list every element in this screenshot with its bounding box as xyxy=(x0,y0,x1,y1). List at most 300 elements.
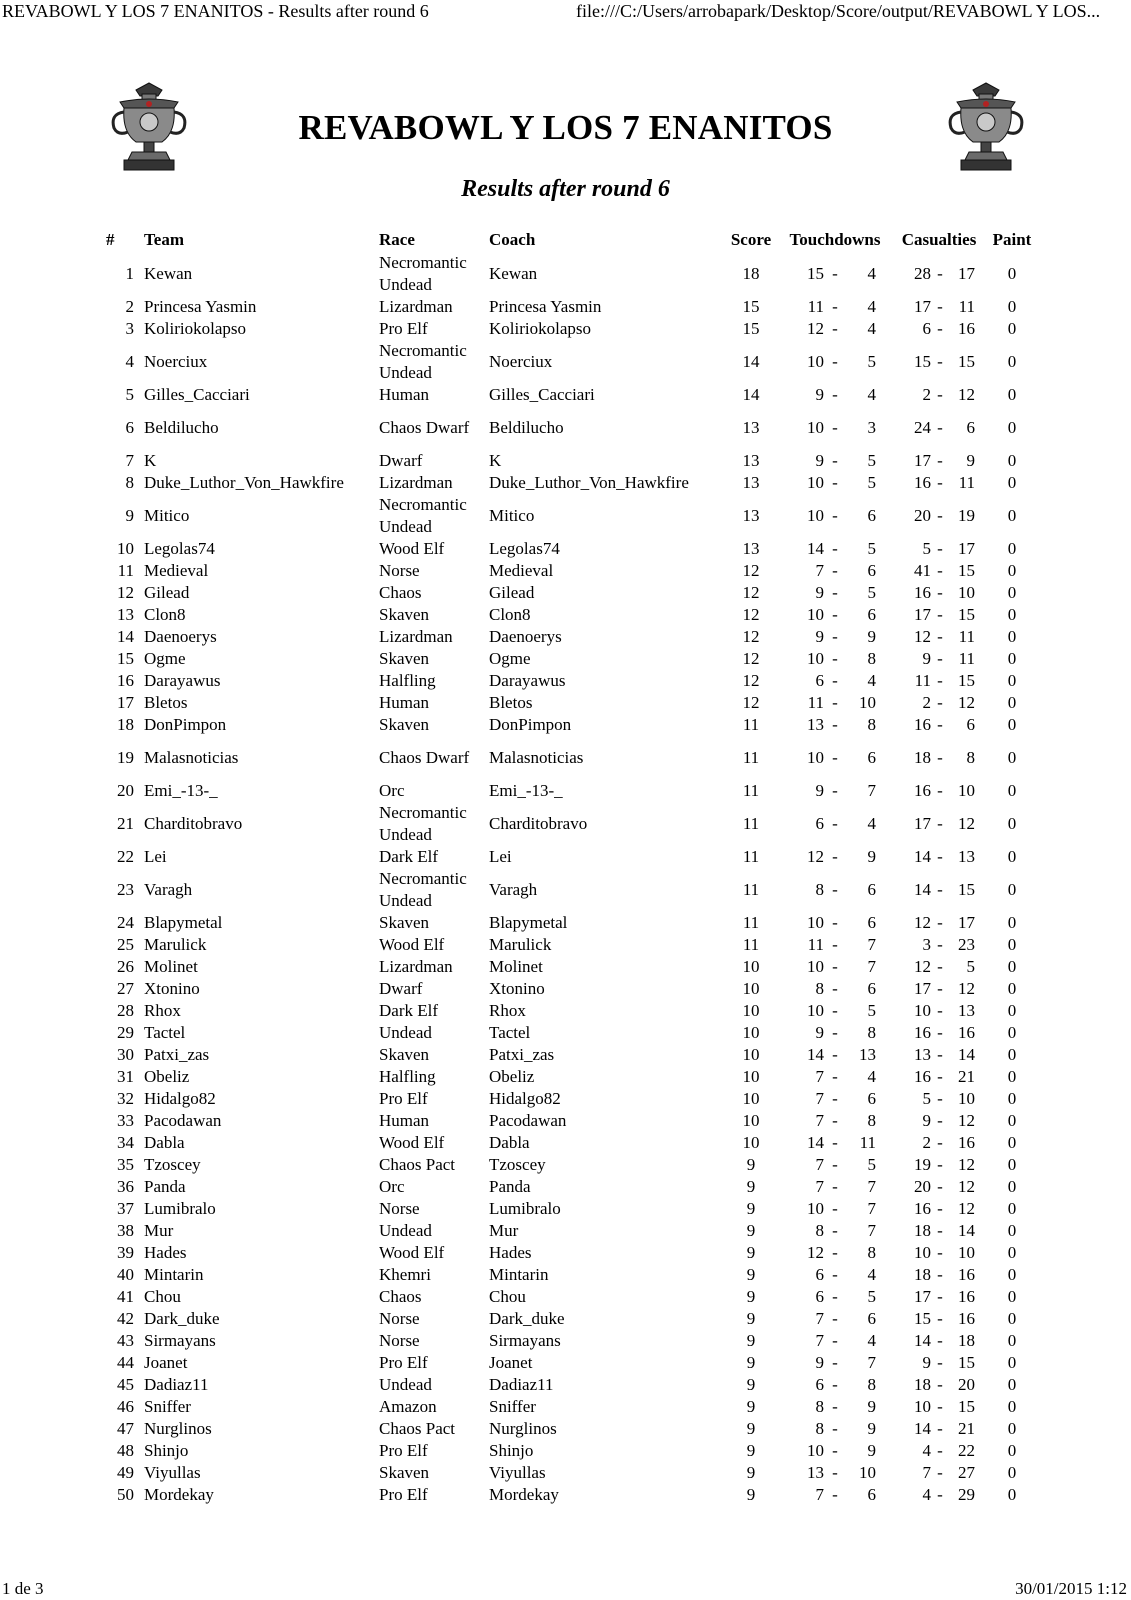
separator: - xyxy=(937,473,943,492)
coach-cell: Varagh xyxy=(489,880,538,899)
score-cell: 13 xyxy=(742,451,760,470)
rank-cell: 23 xyxy=(117,880,134,899)
separator: - xyxy=(937,781,943,800)
separator: - xyxy=(937,847,943,866)
touchdowns-cell-against: 10 xyxy=(859,1463,876,1482)
casualties-cell xyxy=(889,714,989,736)
touchdowns-cell-pair xyxy=(794,626,876,648)
table-row xyxy=(106,1154,1035,1176)
race-cell: Dark Elf xyxy=(379,847,439,866)
separator: - xyxy=(937,1397,943,1416)
touchdowns-cell-against: 5 xyxy=(867,473,876,492)
race-cell: Khemri xyxy=(379,1265,431,1284)
table-row xyxy=(106,978,1035,1000)
casualties-cell-against: 6 xyxy=(966,715,975,734)
casualties-cell-for: 15 xyxy=(914,1309,931,1328)
table-row xyxy=(106,406,1035,450)
race-cell: Dark Elf xyxy=(379,1001,439,1020)
touchdowns-cell-against: 6 xyxy=(867,561,876,580)
separator: - xyxy=(832,451,838,470)
casualties-cell-for: 7 xyxy=(922,1463,931,1482)
separator: - xyxy=(937,979,943,998)
team-cell: Gilead xyxy=(144,583,190,602)
touchdowns-cell-pair xyxy=(794,1330,876,1352)
paint-cell: 0 xyxy=(1007,715,1017,734)
team-cell: Dabla xyxy=(144,1133,185,1152)
score-cell: 12 xyxy=(742,561,760,580)
coach-cell: Sirmayans xyxy=(489,1331,561,1350)
casualties-cell-for: 9 xyxy=(922,1353,931,1372)
paint-cell: 0 xyxy=(1007,473,1017,492)
casualties-cell xyxy=(889,736,989,780)
column-header-coach: Coach xyxy=(489,230,536,249)
coach-cell: Noerciux xyxy=(489,352,553,371)
casualties-cell-pair xyxy=(903,846,975,868)
touchdowns-cell xyxy=(781,406,889,450)
touchdowns-cell-for: 8 xyxy=(815,1419,824,1438)
paint-cell: 0 xyxy=(1007,957,1017,976)
touchdowns-cell-against: 13 xyxy=(859,1045,876,1064)
rank-cell: 1 xyxy=(125,264,134,283)
touchdowns-cell-pair xyxy=(794,505,876,527)
race-cell: Dwarf xyxy=(379,451,423,470)
rank-cell: 24 xyxy=(117,913,134,932)
separator: - xyxy=(832,781,838,800)
coach-cell: Molinet xyxy=(489,957,543,976)
touchdowns-cell xyxy=(781,318,889,340)
touchdowns-cell xyxy=(781,1220,889,1242)
touchdowns-cell-against: 8 xyxy=(867,1375,876,1394)
casualties-cell-pair xyxy=(903,560,975,582)
rank-cell: 8 xyxy=(125,473,134,492)
table-row xyxy=(106,1242,1035,1264)
separator: - xyxy=(832,385,838,404)
casualties-cell-pair xyxy=(903,956,975,978)
touchdowns-cell-pair xyxy=(794,1440,876,1462)
rank-cell: 11 xyxy=(117,561,134,580)
team-cell: Princesa Yasmin xyxy=(144,297,257,316)
score-cell: 10 xyxy=(742,957,760,976)
casualties-cell-against: 11 xyxy=(958,473,975,492)
touchdowns-cell-pair xyxy=(794,1022,876,1044)
separator: - xyxy=(937,605,943,624)
race-cell: Necromantic Undead xyxy=(379,495,467,536)
team-cell: Charditobravo xyxy=(144,814,243,833)
table-row xyxy=(106,252,1035,296)
casualties-cell-against: 11 xyxy=(958,649,975,668)
casualties-cell-for: 12 xyxy=(914,957,931,976)
touchdowns-cell-pair xyxy=(794,1352,876,1374)
casualties-cell-against: 21 xyxy=(958,1419,975,1438)
rank-cell: 35 xyxy=(117,1155,134,1174)
touchdowns-cell xyxy=(781,626,889,648)
coach-cell: Xtonino xyxy=(489,979,545,998)
race-cell: Halfling xyxy=(379,671,436,690)
rank-cell: 17 xyxy=(117,693,134,712)
casualties-cell-against: 23 xyxy=(958,935,975,954)
casualties-cell-against: 16 xyxy=(958,1287,975,1306)
rank-cell: 36 xyxy=(117,1177,134,1196)
separator: - xyxy=(937,451,943,470)
separator: - xyxy=(832,1375,838,1394)
casualties-cell-against: 29 xyxy=(958,1485,975,1504)
team-cell: Noerciux xyxy=(144,352,208,371)
score-cell: 10 xyxy=(742,1045,760,1064)
touchdowns-cell xyxy=(781,978,889,1000)
team-cell: Darayawus xyxy=(144,671,221,690)
score-cell: 13 xyxy=(742,473,760,492)
rank-cell: 2 xyxy=(125,297,134,316)
touchdowns-cell-for: 7 xyxy=(815,1485,824,1504)
score-cell: 10 xyxy=(742,1111,760,1130)
touchdowns-cell-against: 8 xyxy=(867,1243,876,1262)
casualties-cell-pair xyxy=(903,670,975,692)
separator: - xyxy=(832,264,838,283)
touchdowns-cell-against: 9 xyxy=(867,1397,876,1416)
paint-cell: 0 xyxy=(1007,451,1017,470)
paint-cell: 0 xyxy=(1007,1463,1017,1482)
score-cell: 9 xyxy=(746,1199,756,1218)
casualties-cell-against: 10 xyxy=(958,1243,975,1262)
casualties-cell-for: 18 xyxy=(914,1375,931,1394)
touchdowns-cell-for: 6 xyxy=(815,1265,824,1284)
casualties-cell-for: 18 xyxy=(914,1221,931,1240)
score-cell: 9 xyxy=(746,1221,756,1240)
touchdowns-cell-pair xyxy=(794,1066,876,1088)
race-cell: Lizardman xyxy=(379,627,453,646)
coach-cell: Panda xyxy=(489,1177,531,1196)
separator: - xyxy=(832,913,838,932)
touchdowns-cell xyxy=(781,1110,889,1132)
casualties-cell-pair xyxy=(903,1132,975,1154)
casualties-cell-against: 10 xyxy=(958,781,975,800)
rank-cell: 43 xyxy=(117,1331,134,1350)
touchdowns-cell-against: 7 xyxy=(867,1177,876,1196)
separator: - xyxy=(937,319,943,338)
team-cell: Panda xyxy=(144,1177,186,1196)
race-cell: Skaven xyxy=(379,1463,430,1482)
casualties-cell-for: 4 xyxy=(922,1485,931,1504)
touchdowns-cell-pair xyxy=(794,747,876,769)
race-cell: Human xyxy=(379,385,430,404)
paint-cell: 0 xyxy=(1007,1485,1017,1504)
team-cell: Hades xyxy=(144,1243,187,1262)
race-cell: Wood Elf xyxy=(379,1243,445,1262)
rank-cell: 14 xyxy=(117,627,134,646)
touchdowns-cell-pair xyxy=(794,934,876,956)
casualties-cell-against: 15 xyxy=(958,561,975,580)
casualties-cell-pair xyxy=(903,813,975,835)
touchdowns-cell-against: 4 xyxy=(867,297,876,316)
casualties-cell-for: 19 xyxy=(914,1155,931,1174)
table-row xyxy=(106,1000,1035,1022)
team-cell: Sirmayans xyxy=(144,1331,216,1350)
race-cell: Wood Elf xyxy=(379,1133,445,1152)
team-cell: Mur xyxy=(144,1221,174,1240)
separator: - xyxy=(937,1419,943,1438)
paint-cell: 0 xyxy=(1007,385,1017,404)
casualties-cell xyxy=(889,1110,989,1132)
touchdowns-cell-for: 10 xyxy=(807,1199,824,1218)
separator: - xyxy=(832,748,838,767)
rank-cell: 22 xyxy=(117,847,134,866)
touchdowns-cell-for: 10 xyxy=(807,748,824,767)
table-row xyxy=(106,472,1035,494)
paint-cell: 0 xyxy=(1007,1177,1017,1196)
touchdowns-cell-for: 7 xyxy=(815,1111,824,1130)
team-cell: Dadiaz11 xyxy=(144,1375,209,1394)
coach-cell: Blapymetal xyxy=(489,913,568,932)
casualties-cell-for: 24 xyxy=(914,418,931,437)
touchdowns-cell-pair xyxy=(794,1462,876,1484)
separator: - xyxy=(937,583,943,602)
separator: - xyxy=(832,473,838,492)
page-title: REVABOWL Y LOS 7 ENANITOS xyxy=(298,108,833,147)
rank-cell: 6 xyxy=(125,418,134,437)
paint-cell: 0 xyxy=(1007,1067,1017,1086)
score-cell: 11 xyxy=(742,748,760,767)
table-row xyxy=(106,494,1035,538)
casualties-cell xyxy=(889,1440,989,1462)
casualties-cell-pair xyxy=(903,1308,975,1330)
paint-cell: 0 xyxy=(1007,297,1017,316)
casualties-cell xyxy=(889,912,989,934)
score-cell: 11 xyxy=(742,715,760,734)
casualties-cell-pair xyxy=(903,1176,975,1198)
score-cell: 9 xyxy=(746,1375,756,1394)
casualties-cell-for: 17 xyxy=(914,814,931,833)
coach-cell: Chou xyxy=(489,1287,526,1306)
casualties-cell-pair xyxy=(903,780,975,802)
casualties-cell-against: 11 xyxy=(958,627,975,646)
touchdowns-cell-for: 9 xyxy=(815,385,824,404)
rank-cell: 50 xyxy=(117,1485,134,1504)
casualties-cell-against: 19 xyxy=(958,506,975,525)
touchdowns-cell-against: 5 xyxy=(867,451,876,470)
touchdowns-cell xyxy=(781,1418,889,1440)
touchdowns-cell-against: 8 xyxy=(867,649,876,668)
touchdowns-cell-for: 8 xyxy=(815,1397,824,1416)
coach-cell: Mintarin xyxy=(489,1265,549,1284)
rank-cell: 3 xyxy=(125,319,134,338)
team-cell: Marulick xyxy=(144,935,207,954)
score-cell: 10 xyxy=(742,1133,760,1152)
separator: - xyxy=(937,1177,943,1196)
table-row xyxy=(106,1440,1035,1462)
coach-cell: Princesa Yasmin xyxy=(489,297,602,316)
rank-cell: 26 xyxy=(117,957,134,976)
casualties-cell-pair xyxy=(903,538,975,560)
rank-cell: 28 xyxy=(117,1001,134,1020)
casualties-cell-against: 9 xyxy=(966,451,975,470)
casualties-cell xyxy=(889,1000,989,1022)
touchdowns-cell-against: 8 xyxy=(867,1111,876,1130)
touchdowns-cell-against: 6 xyxy=(867,605,876,624)
casualties-cell-for: 2 xyxy=(922,1133,931,1152)
touchdowns-cell-for: 10 xyxy=(807,506,824,525)
team-cell: Chou xyxy=(144,1287,181,1306)
column-header-touchdowns: Touchdowns xyxy=(789,230,881,249)
casualties-cell xyxy=(889,318,989,340)
casualties-cell-pair xyxy=(903,1396,975,1418)
separator: - xyxy=(832,605,838,624)
separator: - xyxy=(937,1287,943,1306)
separator: - xyxy=(937,385,943,404)
casualties-cell xyxy=(889,1242,989,1264)
touchdowns-cell xyxy=(781,296,889,318)
separator: - xyxy=(937,627,943,646)
casualties-cell-against: 21 xyxy=(958,1067,975,1086)
casualties-cell xyxy=(889,846,989,868)
touchdowns-cell-pair xyxy=(794,670,876,692)
separator: - xyxy=(832,1067,838,1086)
casualties-cell-against: 10 xyxy=(958,1089,975,1108)
casualties-cell-against: 17 xyxy=(958,539,975,558)
touchdowns-cell-pair xyxy=(794,296,876,318)
separator: - xyxy=(832,814,838,833)
touchdowns-cell-against: 3 xyxy=(867,418,876,437)
casualties-cell-pair xyxy=(903,263,975,285)
table-row xyxy=(106,450,1035,472)
paint-cell: 0 xyxy=(1007,1199,1017,1218)
casualties-cell-for: 2 xyxy=(922,385,931,404)
casualties-cell-pair xyxy=(903,648,975,670)
score-cell: 9 xyxy=(746,1419,756,1438)
casualties-cell xyxy=(889,472,989,494)
touchdowns-cell-against: 5 xyxy=(867,1155,876,1174)
rank-cell: 42 xyxy=(117,1309,134,1328)
score-cell: 10 xyxy=(742,1001,760,1020)
casualties-cell-for: 17 xyxy=(914,605,931,624)
paint-cell: 0 xyxy=(1007,880,1017,899)
touchdowns-cell-for: 10 xyxy=(807,605,824,624)
team-cell: Obeliz xyxy=(144,1067,190,1086)
touchdowns-cell-for: 7 xyxy=(815,1331,824,1350)
paint-cell: 0 xyxy=(1007,913,1017,932)
results-table xyxy=(106,228,1035,1506)
touchdowns-cell-pair xyxy=(794,604,876,626)
casualties-cell-pair xyxy=(903,417,975,439)
touchdowns-cell-for: 10 xyxy=(807,649,824,668)
casualties-cell-pair xyxy=(903,1088,975,1110)
paint-cell: 0 xyxy=(1007,319,1017,338)
race-cell: Necromantic Undead xyxy=(379,253,467,294)
touchdowns-cell-against: 4 xyxy=(867,1067,876,1086)
rank-cell: 15 xyxy=(117,649,134,668)
score-cell: 9 xyxy=(746,1463,756,1482)
paint-cell: 0 xyxy=(1007,1243,1017,1262)
separator: - xyxy=(832,847,838,866)
separator: - xyxy=(832,1155,838,1174)
score-cell: 14 xyxy=(742,385,760,404)
paint-cell: 0 xyxy=(1007,1353,1017,1372)
results-rows xyxy=(106,252,1035,1506)
touchdowns-cell xyxy=(781,582,889,604)
casualties-cell xyxy=(889,384,989,406)
touchdowns-cell-pair xyxy=(794,538,876,560)
team-cell: Malasnoticias xyxy=(144,748,239,767)
table-row xyxy=(106,1264,1035,1286)
casualties-cell-for: 3 xyxy=(922,935,931,954)
casualties-cell xyxy=(889,582,989,604)
casualties-cell xyxy=(889,252,989,296)
separator: - xyxy=(832,418,838,437)
casualties-cell xyxy=(889,538,989,560)
casualties-cell xyxy=(889,296,989,318)
score-cell: 12 xyxy=(742,671,760,690)
casualties-cell xyxy=(889,956,989,978)
race-cell: Pro Elf xyxy=(379,319,428,338)
separator: - xyxy=(937,1199,943,1218)
score-cell: 12 xyxy=(742,649,760,668)
touchdowns-cell xyxy=(781,868,889,912)
coach-cell: Emi_-13-_ xyxy=(489,781,563,800)
casualties-cell-pair xyxy=(903,1418,975,1440)
rank-cell: 34 xyxy=(117,1133,134,1152)
touchdowns-cell xyxy=(781,1352,889,1374)
separator: - xyxy=(832,1243,838,1262)
casualties-cell-for: 16 xyxy=(914,473,931,492)
score-cell: 9 xyxy=(746,1243,756,1262)
rank-cell: 10 xyxy=(117,539,134,558)
race-cell: Human xyxy=(379,1111,430,1130)
separator: - xyxy=(937,1221,943,1240)
casualties-cell-pair xyxy=(903,978,975,1000)
score-cell: 9 xyxy=(746,1485,756,1504)
touchdowns-cell-for: 11 xyxy=(807,693,824,712)
touchdowns-cell xyxy=(781,384,889,406)
team-cell: DonPimpon xyxy=(144,715,227,734)
table-row xyxy=(106,626,1035,648)
touchdowns-cell-for: 7 xyxy=(815,1089,824,1108)
team-cell: Gilles_Cacciari xyxy=(144,385,250,404)
race-cell: Halfling xyxy=(379,1067,436,1086)
casualties-cell-for: 16 xyxy=(914,583,931,602)
paint-cell: 0 xyxy=(1007,1309,1017,1328)
separator: - xyxy=(937,1353,943,1372)
team-cell: Medieval xyxy=(144,561,209,580)
race-cell: Pro Elf xyxy=(379,1353,428,1372)
paint-cell: 0 xyxy=(1007,418,1017,437)
touchdowns-cell-against: 5 xyxy=(867,583,876,602)
casualties-cell xyxy=(889,1484,989,1506)
score-cell: 13 xyxy=(742,539,760,558)
separator: - xyxy=(937,1265,943,1284)
casualties-cell-against: 8 xyxy=(966,748,975,767)
casualties-cell-against: 11 xyxy=(958,297,975,316)
table-header-row xyxy=(106,228,1035,252)
touchdowns-cell xyxy=(781,1286,889,1308)
touchdowns-cell-pair xyxy=(794,351,876,373)
casualties-cell xyxy=(889,934,989,956)
separator: - xyxy=(937,1331,943,1350)
paint-cell: 0 xyxy=(1007,847,1017,866)
coach-cell: Pacodawan xyxy=(489,1111,567,1130)
touchdowns-cell xyxy=(781,252,889,296)
score-cell: 15 xyxy=(742,319,760,338)
team-cell: Kewan xyxy=(144,264,193,283)
paint-cell: 0 xyxy=(1007,1441,1017,1460)
casualties-cell xyxy=(889,1088,989,1110)
casualties-cell xyxy=(889,1264,989,1286)
touchdowns-cell-against: 4 xyxy=(867,1265,876,1284)
rank-cell: 38 xyxy=(117,1221,134,1240)
touchdowns-cell xyxy=(781,1308,889,1330)
table-row xyxy=(106,692,1035,714)
separator: - xyxy=(937,814,943,833)
paint-cell: 0 xyxy=(1007,539,1017,558)
separator: - xyxy=(832,715,838,734)
